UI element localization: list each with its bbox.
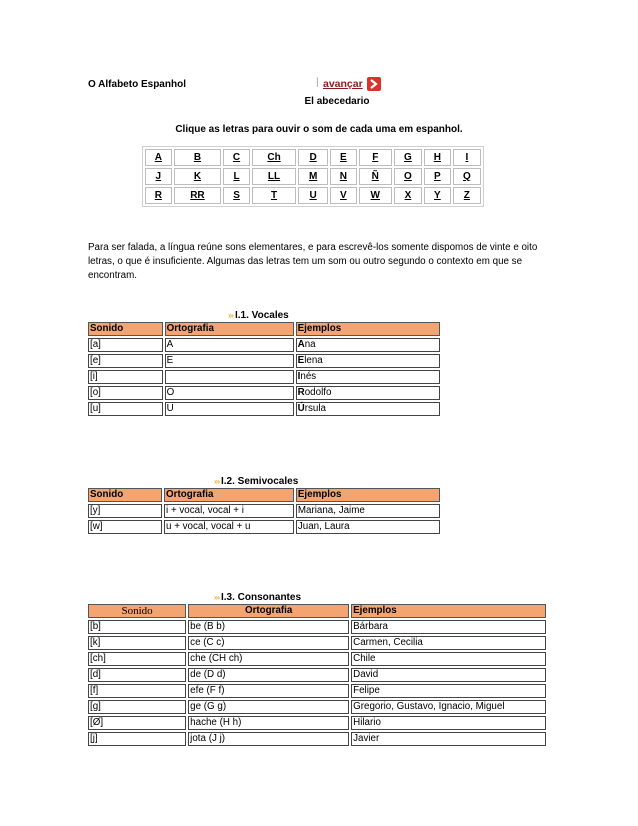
letter-cell[interactable]: [223, 149, 250, 166]
ortografia-cell: [165, 370, 294, 384]
letter-link[interactable]: O: [404, 171, 412, 182]
letter-link[interactable]: B: [193, 152, 202, 163]
triple-chevron-icon: ›››: [214, 593, 219, 602]
ejemplo-cell: [296, 386, 440, 400]
letter-link[interactable]: T: [270, 190, 278, 201]
letter-link[interactable]: W: [370, 190, 380, 201]
letter-cell[interactable]: [330, 149, 357, 166]
letter-link[interactable]: Ñ: [371, 171, 379, 182]
ortografia-cell: U: [165, 402, 294, 416]
letter-cell[interactable]: [223, 168, 250, 185]
ortografia-cell: A: [165, 338, 294, 352]
ejemplo-cell: Javier: [351, 732, 546, 746]
ejemplo-initial: R: [297, 387, 305, 398]
letter-link[interactable]: Z: [463, 190, 470, 201]
sonido-cell: [y]: [88, 504, 162, 518]
ejemplo-cell: [296, 354, 440, 368]
ejemplo-initial: E: [297, 355, 305, 366]
ejemplo-rest: na: [304, 339, 316, 350]
ejemplo-initial: Ú: [297, 403, 305, 414]
next-page-button[interactable]: [323, 77, 381, 91]
letter-cell[interactable]: [394, 168, 422, 185]
arrow-right-icon[interactable]: [367, 77, 381, 91]
letter-link[interactable]: RR: [190, 190, 205, 201]
vocales-table: [86, 320, 442, 418]
letter-link[interactable]: D: [309, 152, 317, 163]
letter-cell[interactable]: [298, 168, 328, 185]
letter-link[interactable]: A: [154, 152, 162, 163]
sonido-cell: [u]: [88, 402, 163, 416]
section-heading-semivocales: ››› I.2. Semivocales: [214, 476, 299, 487]
letter-link[interactable]: J: [155, 171, 162, 182]
ortografia-cell: ge (G g): [188, 700, 349, 714]
letter-cell[interactable]: [424, 187, 451, 204]
table-row: [88, 684, 546, 698]
letter-link[interactable]: F: [372, 152, 379, 163]
page-subtitle: El abecedario: [304, 96, 370, 107]
ejemplo-initial: A: [297, 339, 305, 350]
ejemplo-cell: [296, 338, 440, 352]
ejemplo-rest: lena: [304, 355, 323, 366]
letter-cell[interactable]: [174, 149, 222, 166]
sonido-cell: [f]: [88, 684, 186, 698]
column-header-sonido: Sonido: [88, 322, 163, 336]
letter-cell[interactable]: [453, 149, 481, 166]
table-row: [88, 386, 440, 400]
letter-cell[interactable]: [330, 187, 357, 204]
table-row: [88, 520, 440, 534]
ejemplo-cell: [296, 370, 440, 384]
letter-link[interactable]: E: [340, 152, 347, 163]
ejemplo-cell: Hilario: [351, 716, 546, 730]
column-header-ortografia: Ortografia: [164, 488, 294, 502]
column-header-sonido: Sonido: [88, 488, 162, 502]
ejemplo-cell: Felipe: [351, 684, 546, 698]
table-row: [88, 370, 440, 384]
table-row: [88, 716, 546, 730]
ejemplo-initial: I: [297, 371, 301, 382]
ortografia-cell: de (D d): [188, 668, 349, 682]
letter-cell[interactable]: [394, 149, 422, 166]
table-header-row: [88, 322, 440, 336]
ejemplo-rest: nés: [300, 371, 317, 382]
letter-cell[interactable]: [298, 149, 328, 166]
letter-cell[interactable]: [424, 168, 451, 185]
ejemplo-rest: rsula: [304, 403, 326, 414]
table-row: [88, 354, 440, 368]
letter-link[interactable]: LL: [267, 171, 281, 182]
ortografia-cell: O: [165, 386, 294, 400]
sonido-cell: [o]: [88, 386, 163, 400]
table-row: [88, 652, 546, 666]
ejemplo-cell: Gregorio, Gustavo, Ignacio, Miguel: [351, 700, 546, 714]
alphabet-row: [145, 168, 481, 185]
letter-cell[interactable]: [145, 149, 172, 166]
table-row: [88, 732, 546, 746]
column-header-ejemplos: Ejemplos: [351, 604, 546, 618]
letter-link[interactable]: U: [309, 190, 317, 201]
sonido-cell: [ch]: [88, 652, 186, 666]
letter-cell[interactable]: [174, 168, 222, 185]
letter-cell[interactable]: [252, 149, 296, 166]
column-header-ortografia: Ortografia: [188, 604, 349, 618]
letter-link[interactable]: P: [434, 171, 441, 182]
alphabet-row: [145, 187, 481, 204]
letter-link[interactable]: L: [233, 171, 240, 182]
table-row: [88, 338, 440, 352]
letter-cell[interactable]: [223, 187, 250, 204]
letter-cell[interactable]: [252, 187, 296, 204]
letter-link[interactable]: H: [433, 152, 441, 163]
sonido-cell: [i]: [88, 370, 163, 384]
letter-link[interactable]: G: [404, 152, 412, 163]
table-row: [88, 668, 546, 682]
ejemplo-cell: David: [351, 668, 546, 682]
letter-link[interactable]: S: [233, 190, 240, 201]
ortografia-cell: efe (F f): [188, 684, 349, 698]
letter-cell[interactable]: [359, 149, 392, 166]
page-title: O Alfabeto Espanhol: [88, 79, 186, 90]
column-header-ortografia: Ortografia: [165, 322, 294, 336]
letter-cell[interactable]: [359, 168, 392, 185]
semivocales-table: [86, 486, 442, 536]
ejemplo-cell: Carmen, Cecilia: [351, 636, 546, 650]
letter-link[interactable]: V: [340, 190, 347, 201]
letter-link[interactable]: K: [193, 171, 202, 182]
ortografia-cell: hache (H h): [188, 716, 349, 730]
letter-link[interactable]: M: [308, 171, 318, 182]
ortografia-cell: jota (J j): [188, 732, 349, 746]
alphabet-table: [142, 146, 484, 207]
letter-cell[interactable]: [145, 168, 172, 185]
sonido-cell: [w]: [88, 520, 162, 534]
column-header-ejemplos: Ejemplos: [296, 322, 440, 336]
table-header-row: [88, 604, 546, 618]
letter-link[interactable]: Q: [462, 171, 471, 182]
letter-cell[interactable]: [359, 187, 392, 204]
ejemplo-cell: Chile: [351, 652, 546, 666]
letter-cell[interactable]: [453, 187, 481, 204]
ortografia-cell: i + vocal, vocal + i: [164, 504, 294, 518]
instruction-text: Clique as letras para ouvir o som de cada uma em espanhol.: [175, 124, 463, 135]
ejemplo-cell: Mariana, Jaime: [296, 504, 440, 518]
next-page-label[interactable]: avançar: [323, 78, 363, 90]
letter-link[interactable]: X: [404, 190, 412, 201]
letter-link[interactable]: Ch: [267, 152, 281, 163]
ortografia-cell: ce (C c): [188, 636, 349, 650]
table-row: [88, 620, 546, 634]
table-header-row: [88, 488, 440, 502]
nav-separator: |: [316, 77, 319, 88]
sonido-cell: [e]: [88, 354, 163, 368]
letter-cell[interactable]: [453, 168, 481, 185]
sonido-cell: [d]: [88, 668, 186, 682]
letter-link[interactable]: I: [465, 152, 469, 163]
sonido-cell: [a]: [88, 338, 163, 352]
column-header-sonido: Sonido: [88, 604, 186, 618]
letter-cell[interactable]: [174, 187, 222, 204]
table-row: [88, 402, 440, 416]
alphabet-row: [145, 149, 481, 166]
ejemplo-rest: odolfo: [304, 387, 332, 398]
ortografia-cell: be (B b): [188, 620, 349, 634]
letter-link[interactable]: R: [154, 190, 162, 201]
section-heading-vocales: ››› I.1. Vocales: [228, 310, 289, 321]
letter-link[interactable]: C: [232, 152, 241, 163]
sonido-cell: [g]: [88, 700, 186, 714]
letter-cell[interactable]: [145, 187, 172, 204]
sonido-cell: [b]: [88, 620, 186, 634]
table-row: [88, 700, 546, 714]
ejemplo-cell: Juan, Laura: [296, 520, 440, 534]
sonido-cell: [k]: [88, 636, 186, 650]
letter-cell[interactable]: [298, 187, 328, 204]
letter-cell[interactable]: [424, 149, 451, 166]
table-row: [88, 504, 440, 518]
letter-link[interactable]: N: [339, 171, 347, 182]
section-heading-consonantes: ››› I.3. Consonantes: [214, 592, 302, 603]
letter-cell[interactable]: [394, 187, 422, 204]
table-row: [88, 636, 546, 650]
consonantes-table: [86, 602, 548, 748]
ortografia-cell: u + vocal, vocal + u: [164, 520, 294, 534]
sonido-cell: [j]: [88, 732, 186, 746]
ortografia-cell: E: [165, 354, 294, 368]
ejemplo-cell: [296, 402, 440, 416]
letter-cell[interactable]: [252, 168, 296, 185]
triple-chevron-icon: ›››: [228, 311, 233, 320]
letter-link[interactable]: Y: [434, 190, 441, 201]
intro-paragraph: Para ser falada, a língua reúne sons elementares, e para escrevê-los somente dispomos de vinte e oito letras, o que é insuficiente. Algumas das letras tem um som ou outro segundo o contexto em que se encontram.: [88, 242, 538, 281]
letter-cell[interactable]: [330, 168, 357, 185]
ortografia-cell: che (CH ch): [188, 652, 349, 666]
sonido-cell: [Ø]: [88, 716, 186, 730]
column-header-ejemplos: Ejemplos: [296, 488, 440, 502]
ejemplo-cell: Bárbara: [351, 620, 546, 634]
triple-chevron-icon: ›››: [214, 477, 219, 486]
